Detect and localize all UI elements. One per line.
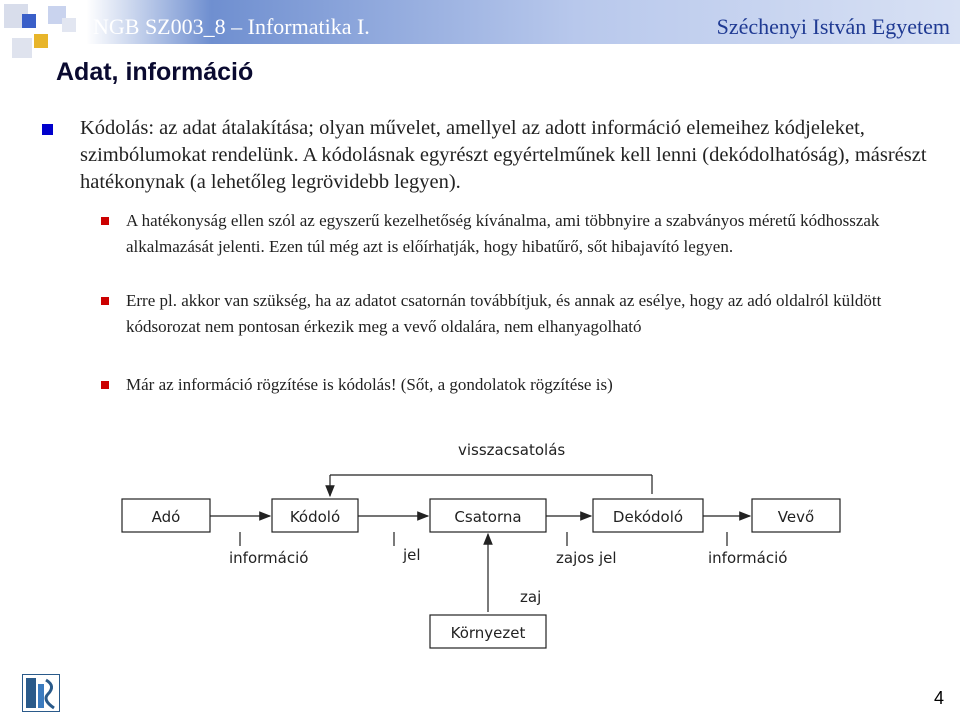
page-title: Adat, információ [56,58,254,86]
subitem-2: Erre pl. akkor van szükség, ha az adatot csatornán továbbítjuk, és annak az esélye, hogy az adó oldalról küldött kódsorozat nem pontosan érkezik meg a vevő oldalára, nem elhanyagolható [126,291,882,336]
label-zajos-jel: zajos jel [556,549,617,567]
box-label-dekodolo: Dekódoló [612,508,684,526]
university-name: Széchenyi István Egyetem [716,14,950,39]
page-number: 4 [933,688,944,708]
label-informacio-1: információ [229,549,309,567]
main-paragraph: Kódolás: az adat átalakítása; olyan művelet, amellyel az adott információ elemeihez kódjeleket, szimbólumokat rendelünk. A kódolásnak egyrészt egyértelműnek kell lenni (dekódolhatóság), másrészt hatékonynak (a lehetőleg legrövidebb legyen). [80,117,927,193]
university-logo-icon [22,674,60,712]
box-label-kodolo: Kódoló [289,508,341,526]
course-title: NGB SZ003_8 – Informatika I. [93,14,370,39]
box-label-kornyezet: Környezet [450,624,526,642]
box-label-csatorna: Csatorna [454,508,522,526]
subitem-3: Már az információ rögzítése is kódolás! (Sőt, a gondolatok rögzítése is) [126,375,613,394]
label-jel: jel [403,546,421,564]
feedback-label: visszacsatolás [458,441,566,459]
subitem-1: A hatékonyság ellen szól az egyszerű kezelhetőség kívánalma, ami többnyire a szabványos méretű kódhosszak alkalmazását jelenti. Ezen túl még azt is előírhatják, hogy hibatűrő, sőt hibajavító legyen. [126,211,880,256]
box-label-ado: Adó [151,508,181,526]
label-zaj: zaj [520,588,542,606]
box-label-vevo: Vevő [777,508,815,526]
label-informacio-2: információ [708,549,788,567]
